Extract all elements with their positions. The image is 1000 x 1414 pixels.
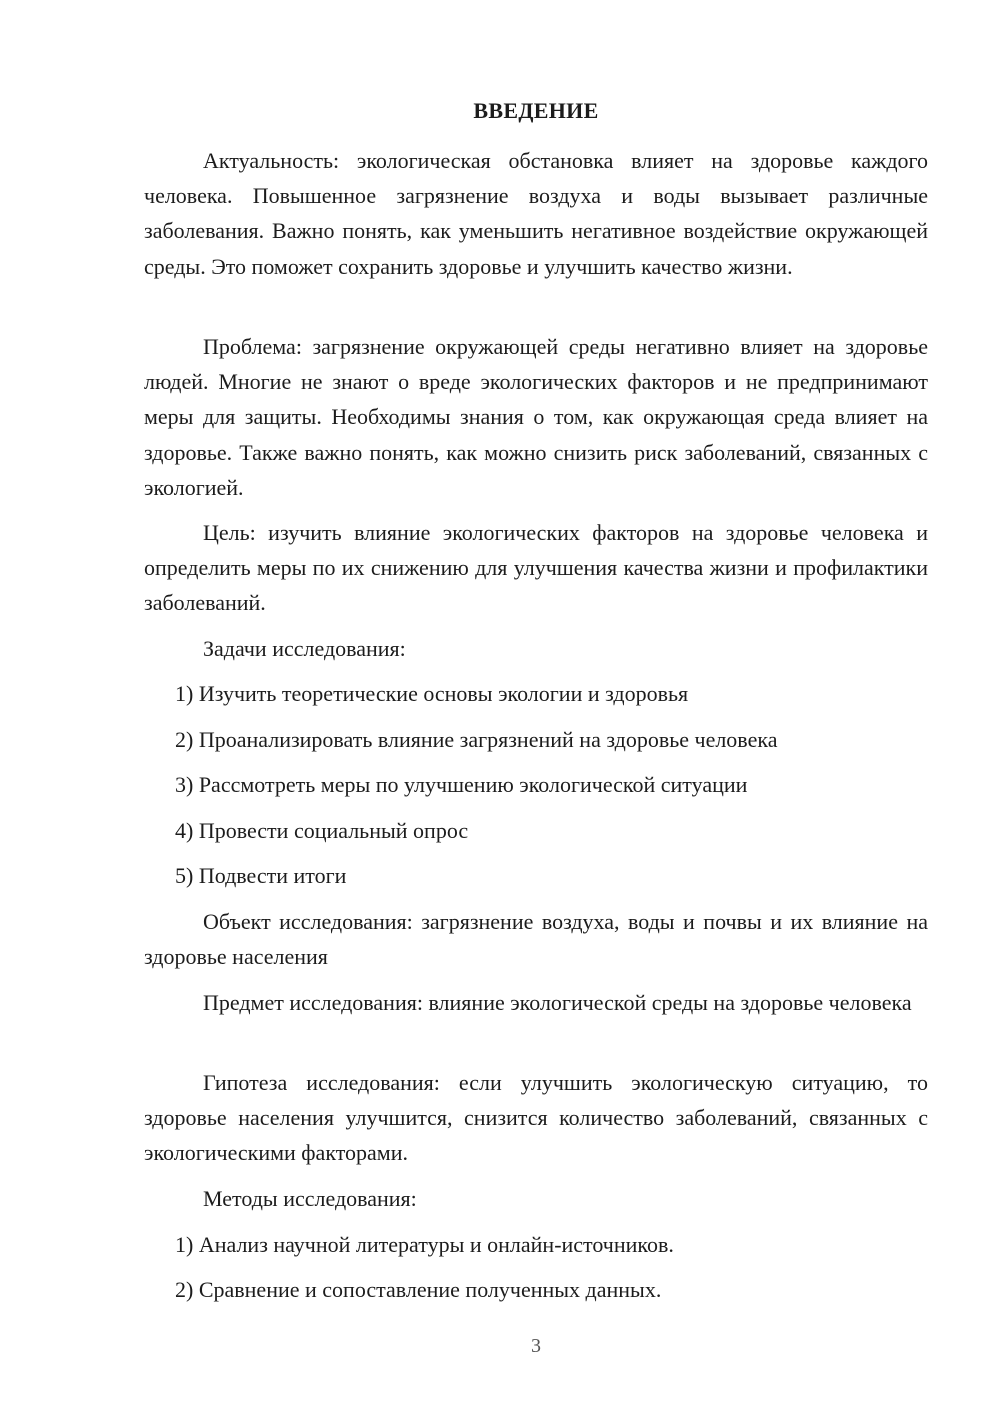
section-heading: ВВЕДЕНИЕ: [473, 98, 599, 123]
paragraph-relevance: Актуальность: экологическая обстановка влияет на здоровье каждого человека. Повышенное загрязнение воздуха и воды вызывает различные заболевания. Важно понять, как уменьшить негативное воздействие окружающей среды. Это поможет сохранить здоровье и улучшить качество жизни.: [144, 148, 928, 279]
page-number: 3: [531, 1335, 541, 1357]
task-item-5: 5) Подвести итоги: [175, 863, 347, 888]
task-item-1: 1) Изучить теоретические основы экологии и здоровья: [175, 681, 689, 706]
paragraph-goal: Цель: изучить влияние экологических факторов на здоровье человека и определить меры по их снижению для улучшения качества жизни и профилактики заболеваний.: [144, 520, 928, 616]
methods-heading: Методы исследования:: [203, 1186, 417, 1211]
paragraph-object: Объект исследования: загрязнение воздуха, воды и почвы и их влияние на здоровье населения: [144, 909, 928, 970]
paragraph-subject: Предмет исследования: влияние экологической среды на здоровье человека: [203, 990, 912, 1015]
document-page: [144, 0, 928, 1414]
task-item-2: 2) Проанализировать влияние загрязнений на здоровье человека: [175, 727, 778, 752]
task-item-3: 3) Рассмотреть меры по улучшению экологической ситуации: [175, 772, 748, 797]
tasks-heading: Задачи исследования:: [203, 636, 406, 661]
method-item-1: 1) Анализ научной литературы и онлайн-источников.: [175, 1232, 674, 1257]
task-item-4: 4) Провести социальный опрос: [175, 818, 469, 843]
method-item-2: 2) Сравнение и сопоставление полученных данных.: [175, 1277, 662, 1302]
paragraph-hypothesis: Гипотеза исследования: если улучшить экологическую ситуацию, то здоровье населения улучшится, снизится количество заболеваний, связанных с экологическими факторами.: [144, 1070, 928, 1166]
paragraph-problem: Проблема: загрязнение окружающей среды негативно влияет на здоровье людей. Многие не знают о вреде экологических факторов и не предпринимают меры для защиты. Необходимы знания о том, как окружающая среда влияет на здоровье. Также важно понять, как можно снизить риск заболеваний, связанных с экологией.: [144, 334, 928, 500]
